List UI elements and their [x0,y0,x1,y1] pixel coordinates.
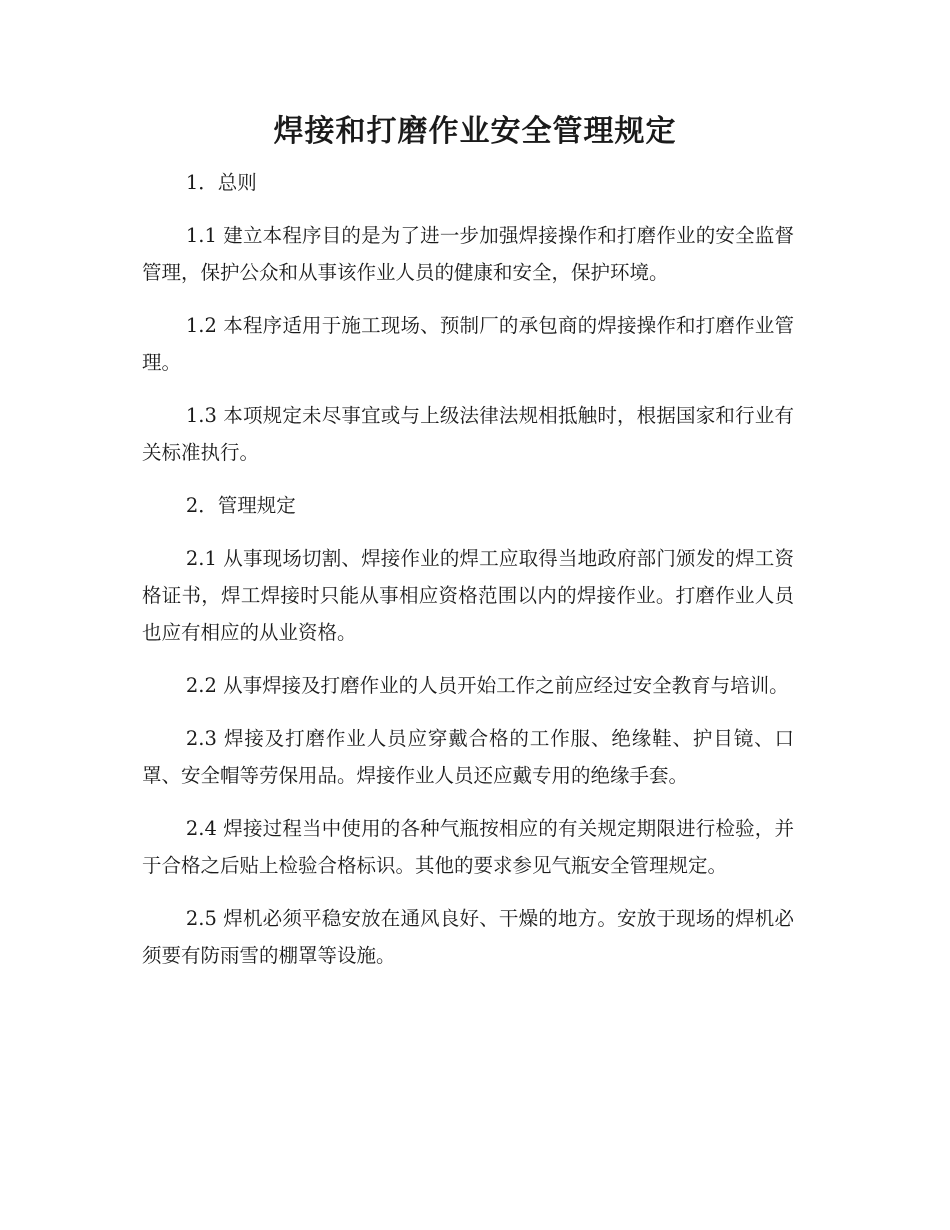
section-heading-management: 2．管理规定 [185,494,296,517]
paragraph-2-4: 2.4 焊接过程当中使用的各种气瓶按相应的有关规定期限进行检验，并于合格之后贴上检验合格标识。其他的要求参见气瓶安全管理规定。 [142,817,794,877]
paragraph-2-5: 2.5 焊机必须平稳安放在通风良好、干燥的地方。安放于现场的焊机必须要有防雨雪的棚罩等设施。 [142,907,794,967]
paragraph-2-3: 2.3 焊接及打磨作业人员应穿戴合格的工作服、绝缘鞋、护目镜、口罩、安全帽等劳保用品。焊接作业人员还应戴专用的绝缘手套。 [142,727,794,787]
section-heading-general: 1．总则 [185,171,257,194]
document-body [142,164,794,990]
paragraph-1-1: 1.1 建立本程序目的是为了进一步加强焊接操作和打磨作业的安全监督管理，保护公众和从事该作业人员的健康和安全，保护环境。 [142,224,794,284]
paragraph-2-2: 2.2 从事焊接及打磨作业的人员开始工作之前应经过安全教育与培训。 [185,674,789,697]
paragraph-1-3: 1.3 本项规定未尽事宜或与上级法律法规相抵触时，根据国家和行业有关标准执行。 [142,404,794,464]
paragraph-2-1: 2.1 从事现场切割、焊接作业的焊工应取得当地政府部门颁发的焊工资格证书，焊工焊接时只能从事相应资格范围以内的焊接作业。打磨作业人员也应有相应的从业资格。 [142,547,794,644]
document-title: 焊接和打磨作业安全管理规定 [273,114,677,149]
paragraph-1-2: 1.2 本程序适用于施工现场、预制厂的承包商的焊接操作和打磨作业管理。 [142,314,794,374]
